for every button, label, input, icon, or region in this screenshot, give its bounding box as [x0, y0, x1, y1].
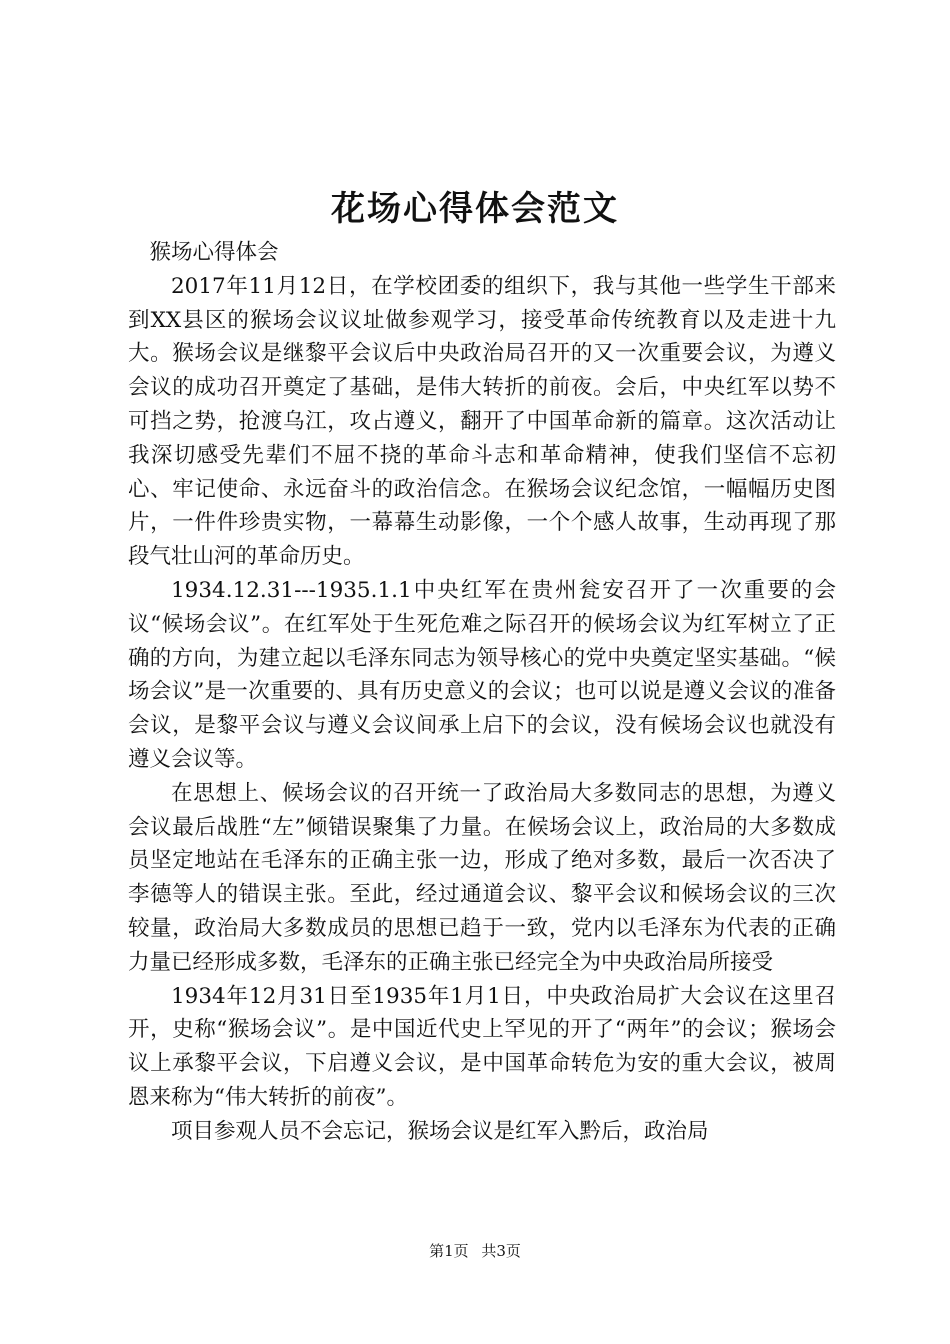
document-title: 花场心得体会范文: [331, 189, 619, 229]
page-number: 第1页: [429, 1242, 469, 1260]
page-total: 共3页: [481, 1242, 521, 1260]
paragraph: 1934.12.31---1935.1.1中央红军在贵州瓮安召开了一次重要的会议“候场会议”。在红军处于生死危难之际召开的候场会议为红军树立了正确的方向，为建立起以毛泽东同志为领导核心的党中央奠定坚实基础。“候场会议”是一次重要的、具有历史意义的会议；也可以说是遵义会议的准备会议，是黎平会议与遵义会议间承上启下的会议，没有候场会议也就没有遵义会议等。: [128, 577, 836, 772]
paragraph: 2017年11月12日，在学校团委的组织下，我与其他一些学生干部来到XX县区的猴场会议议址做参观学习，接受革命传统教育以及走进十九大。猴场会议是继黎平会议后中央政治局召开的又一次重要会议，为遵义会议的成功召开奠定了基础，是伟大转折的前夜。会后，中央红军以势不可挡之势，抢渡乌江，攻占遵义，翻开了中国革命新的篇章。这次活动让我深切感受先辈们不屈不挠的革命斗志和革命精神，使我们坚信不忘初心、牢记使命、永远奋斗的政治信念。在猴场会议纪念馆，一幅幅历史图片，一件件珍贵实物，一幕幕生动影像，一个个感人故事，生动再现了那段气壮山河的革命历史。: [128, 273, 836, 570]
page-footer: [0, 1241, 950, 1261]
document-body: [128, 236, 836, 1149]
document-subtitle: 猴场心得体会: [149, 240, 279, 265]
paragraph: 在思想上、候场会议的召开统一了政治局大多数同志的思想，为遵义会议最后战胜“左”倾错误聚集了力量。在候场会议上，政治局的大多数成员坚定地站在毛泽东的正确主张一边，形成了绝对多数，最后一次否决了李德等人的错误主张。至此，经过通道会议、黎平会议和候场会议的三次较量，政治局大多数成员的思想已趋于一致，党内以毛泽东为代表的正确力量已经形成多数，毛泽东的正确主张已经完全为中央政治局所接受: [128, 780, 836, 975]
paragraph: 1934年12月31日至1935年1月1日，中央政治局扩大会议在这里召开，史称“猴场会议”。是中国近代史上罕见的开了“两年”的会议；猴场会议上承黎平会议，下启遵义会议，是中国革命转危为安的重大会议，被周恩来称为“伟大转折的前夜”。: [128, 983, 836, 1110]
paragraph: 项目参观人员不会忘记，猴场会议是红军入黔后，政治局: [171, 1118, 709, 1144]
